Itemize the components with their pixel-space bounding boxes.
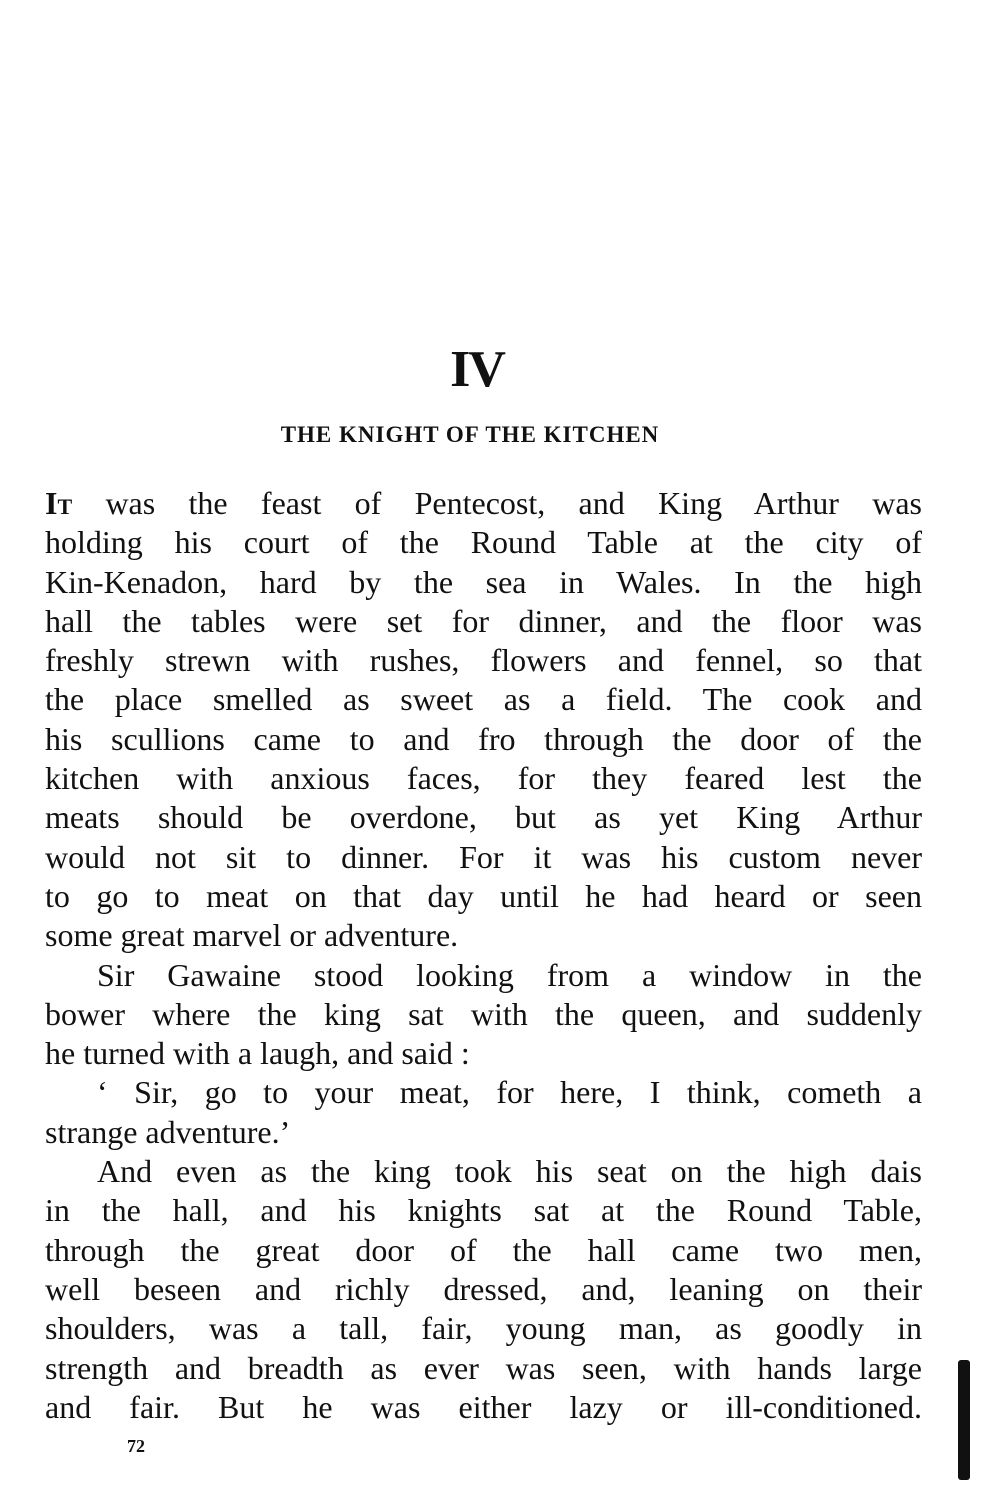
text-line: meats should be overdone, but as yet King Arthur [45, 799, 922, 836]
text-line: Sir Gawaine stood looking from a window in the [97, 956, 922, 993]
chapter-body [45, 484, 922, 1427]
text-line: and fair. But he was either lazy or ill-conditioned. [45, 1388, 922, 1425]
page-number: 72 [127, 1436, 145, 1456]
text-line: through the great door of the hall came two men, [45, 1231, 922, 1268]
text-line: to go to meat on that day until he had heard or seen [45, 877, 922, 914]
text-line: strange adventure.’ [45, 1113, 291, 1150]
text-line: ‘ Sir, go to your meat, for here, I think, cometh a [97, 1074, 922, 1111]
text-line-rest: was the feast of Pentecost, and King Arthur was [72, 485, 922, 521]
chapter-number: IV [450, 341, 504, 398]
text-line: kitchen with anxious faces, for they feared lest the [45, 760, 922, 797]
text-line [45, 484, 922, 523]
text-line: And even as the king took his seat on the high dais [97, 1153, 922, 1190]
text-line: some great marvel or adventure. [45, 917, 459, 954]
text-line: Kin-Kenadon, hard by the sea in Wales. In the high [45, 563, 922, 600]
text-line: the place smelled as sweet as a field. The cook and [45, 681, 922, 718]
page-edge-shadow [958, 1360, 970, 1480]
text-line: in the hall, and his knights sat at the Round Table, [45, 1192, 922, 1229]
text-line: would not sit to dinner. For it was his custom never [45, 838, 922, 875]
text-line: shoulders, was a tall, fair, young man, as goodly in [45, 1310, 922, 1347]
text-line: well beseen and richly dressed, and, leaning on their [45, 1270, 922, 1307]
text-line: he turned with a laugh, and said : [45, 1035, 470, 1072]
text-line: bower where the king sat with the queen, and suddenly [45, 995, 922, 1032]
text-line: strength and breadth as ever was seen, with hands large [45, 1349, 922, 1386]
text-line: holding his court of the Round Table at the city of [45, 524, 922, 561]
opening-word: It [45, 485, 73, 521]
text-line: hall the tables were set for dinner, and the floor was [45, 602, 922, 639]
chapter-title: THE KNIGHT OF THE KITCHEN [280, 422, 660, 447]
text-line: his scullions came to and fro through the door of the [45, 720, 922, 757]
text-line: freshly strewn with rushes, flowers and fennel, so that [45, 642, 922, 679]
